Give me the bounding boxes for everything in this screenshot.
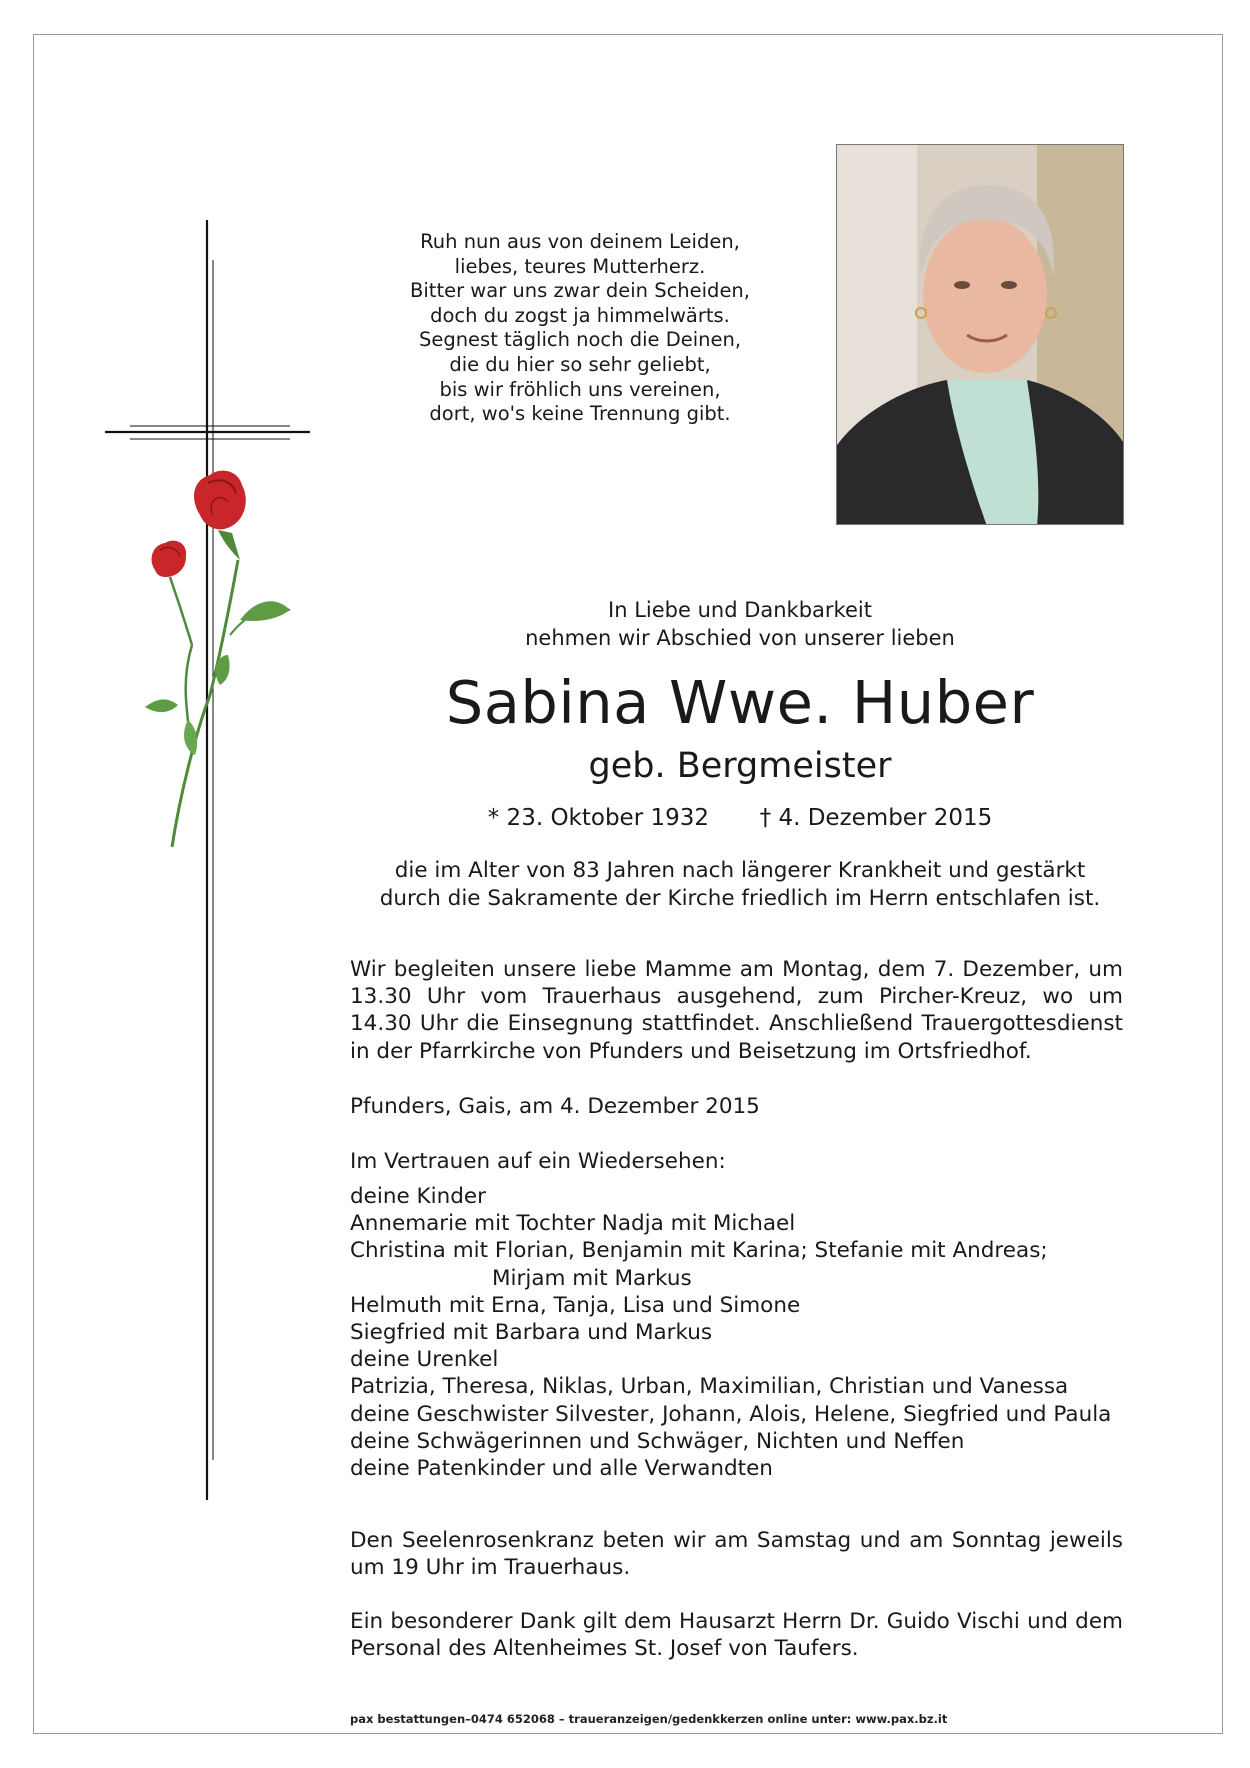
portrait-photo bbox=[836, 144, 1124, 525]
intro-line: nehmen wir Abschied von unserer lieben bbox=[525, 626, 955, 650]
poem-line: Segnest täglich noch die Deinen, bbox=[418, 328, 742, 352]
deceased-name: Sabina Wwe. Huber bbox=[445, 668, 1035, 737]
birth-date: * 23. Oktober 1932 bbox=[487, 805, 710, 831]
poem bbox=[340, 230, 820, 427]
poem-line: liebes, teures Mutterherz. bbox=[454, 254, 706, 278]
maiden-name: geb. Bergmeister bbox=[588, 746, 892, 786]
mourner-line: deine Kinder bbox=[350, 1184, 486, 1209]
poem-line: Ruh nun aus von deinem Leiden, bbox=[420, 230, 740, 253]
mourner-line: Patrizia, Theresa, Niklas, Urban, Maximilian, Christian und Vanessa bbox=[350, 1374, 1069, 1400]
age-line: durch die Sakramente der Kirche friedlich im Herrn entschlafen ist. bbox=[379, 886, 1101, 911]
funeral-text: Wir begleiten unsere liebe Mamme am Montag, dem 7. Dezember, um 13.30 Uhr vom Trauerhaus ausgehend, zum Pircher-Kreuz, wo um 14.30 Uhr die Einsegnung stattfindet. Anschließend Trauergottesdienst in der Pfarrkirche von Pfunders und Beisetzung im Ortsfriedhof. bbox=[350, 957, 1123, 1064]
mourner-line: deine Urenkel bbox=[350, 1347, 499, 1373]
mourner-line: Siegfried mit Barbara und Markus bbox=[350, 1320, 713, 1346]
mourner-line: Helmuth mit Erna, Tanja, Lisa und Simone bbox=[350, 1292, 801, 1318]
cross bbox=[105, 220, 310, 1500]
age-text bbox=[340, 857, 1140, 913]
poem-line: dort, wo's keine Trennung gibt. bbox=[429, 402, 731, 426]
poem-line: Bitter war uns zwar dein Scheiden, bbox=[410, 279, 750, 303]
mourners-list bbox=[350, 1183, 1123, 1482]
age-line: die im Alter von 83 Jahren nach längerer Krankheit und gestärkt bbox=[394, 858, 1086, 883]
footer-credit: pax bestattungen–0474 652068 – traueranzeigen/gedenkkerzen online unter: www.pax.bz.it bbox=[350, 1712, 948, 1726]
roses bbox=[145, 471, 290, 847]
mourner-line: Annemarie mit Tochter Nadja mit Michael bbox=[350, 1211, 796, 1237]
poem-line: doch du zogst ja himmelwärts. bbox=[430, 303, 730, 327]
place-date: Pfunders, Gais, am 4. Dezember 2015 bbox=[350, 1094, 760, 1119]
mourner-line: Mirjam mit Markus bbox=[492, 1265, 692, 1291]
mourner-line: Christina mit Florian, Benjamin mit Karina; Stefanie mit Andreas; bbox=[350, 1238, 1048, 1264]
death-date: † 4. Dezember 2015 bbox=[759, 805, 993, 831]
life-dates bbox=[340, 803, 1140, 833]
poem-line: bis wir fröhlich uns vereinen, bbox=[439, 377, 721, 401]
intro-line: In Liebe und Dankbarkeit bbox=[608, 598, 872, 622]
mourners-heading: Im Vertrauen auf ein Wiedersehen: bbox=[350, 1149, 726, 1174]
rosary-text: Den Seelenrosenkranz beten wir am Samstag und am Sonntag jeweils um 19 Uhr im Trauerhaus. bbox=[350, 1528, 1123, 1581]
intro-text bbox=[340, 596, 1140, 652]
poem-line: die du hier so sehr geliebt, bbox=[449, 352, 711, 376]
mourner-line: deine Schwägerinnen und Schwäger, Nichten und Neffen bbox=[350, 1428, 965, 1454]
mourner-line: deine Patenkinder und alle Verwandten bbox=[350, 1456, 773, 1482]
cross-with-roses bbox=[100, 215, 320, 1505]
thanks-text: Ein besonderer Dank gilt dem Hausarzt Herrn Dr. Guido Vischi und dem Personal des Altenheimes St. Josef von Taufers. bbox=[350, 1609, 1123, 1662]
mourner-line: deine Geschwister Silvester, Johann, Alois, Helene, Siegfried und Paula bbox=[350, 1401, 1112, 1427]
